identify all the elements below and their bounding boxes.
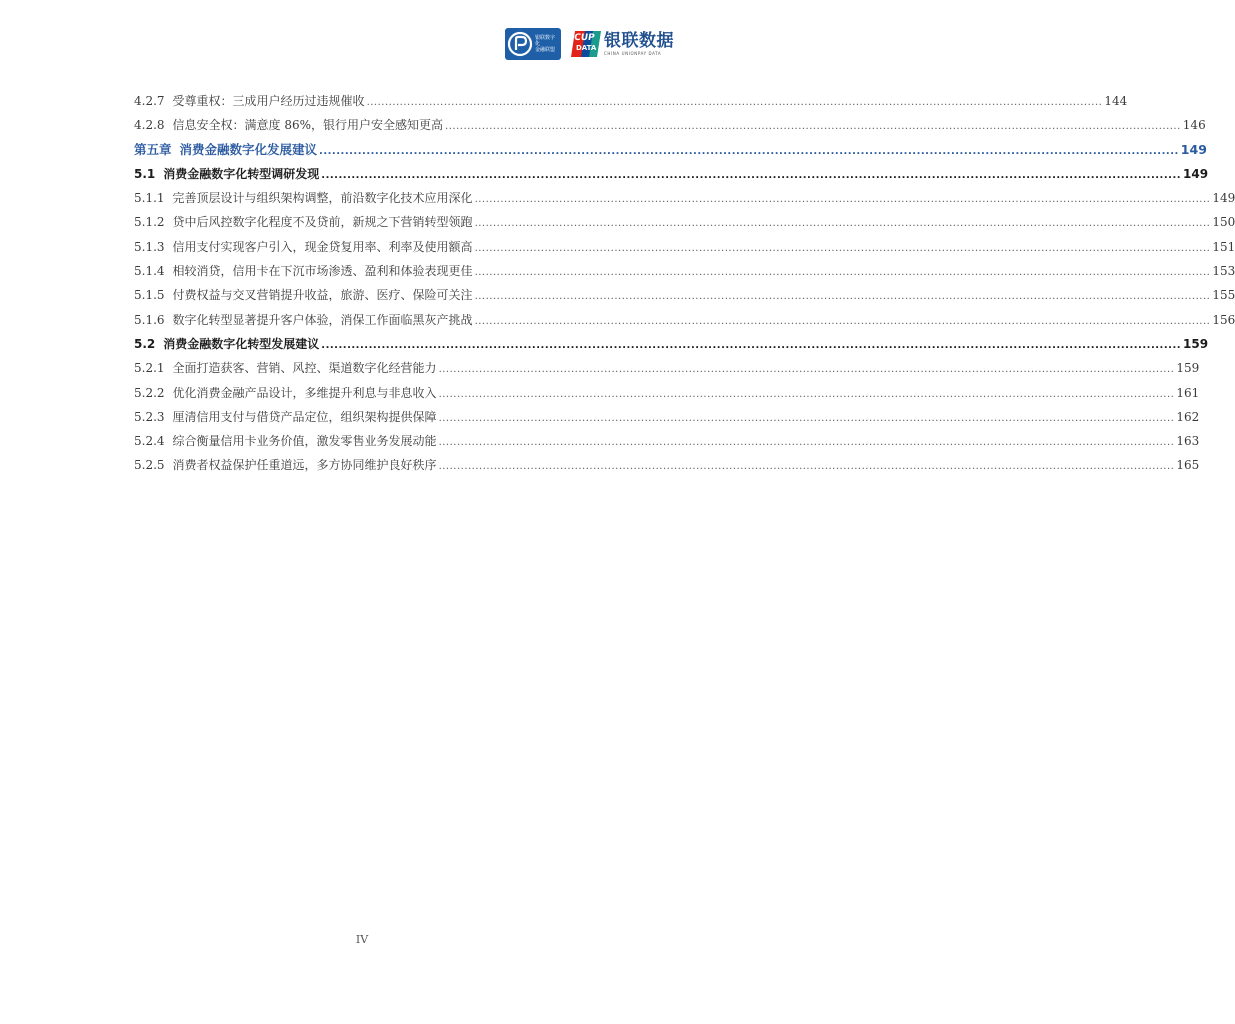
cup-label: CUP	[573, 33, 596, 43]
toc-entry-page: 159	[1183, 336, 1209, 351]
toc-entry[interactable]	[134, 239, 1235, 264]
toc-entry-number: 5.2	[134, 336, 156, 351]
toc-entry[interactable]	[134, 191, 1235, 215]
toc-entry-title: 受尊重权：三成用户经历过违规催收	[172, 94, 365, 108]
toc-entry-number: 5.1.5	[134, 288, 165, 303]
toc-entry[interactable]	[134, 312, 1235, 337]
toc-entry[interactable]	[134, 385, 1200, 410]
toc-leader-dots: ........................................................................................................................................................................................................	[445, 121, 1181, 133]
toc-leader-dots: ........................................................................................................................................................................................................	[321, 169, 1182, 181]
toc-entry-page: 144	[1104, 94, 1128, 108]
toc-entry[interactable]	[134, 94, 1128, 118]
toc-entry-page: 146	[1182, 118, 1206, 133]
toc-leader-dots: ........................................................................................................................................................................................................	[321, 339, 1182, 351]
alliance-logo-text: 银联数字化 金融联盟	[535, 35, 556, 53]
table-of-contents	[134, 94, 1235, 483]
toc-entry[interactable]	[134, 336, 1209, 361]
toc-entry-title: 全面打造获客、营销、风控、渠道数字化经营能力	[172, 361, 437, 376]
toc-entry-page: 150	[1212, 215, 1235, 230]
toc-entry-page: 156	[1212, 312, 1235, 327]
toc-entry-title: 数字化转型显著提升客户体验，消保工作面临黑灰产挑战	[172, 312, 473, 327]
toc-entry-page: 161	[1176, 385, 1200, 400]
toc-entry-title: 优化消费金融产品设计，多维提升利息与非息收入	[172, 385, 437, 400]
unionpay-data-logo	[571, 29, 674, 59]
toc-entry-number: 5.1	[134, 166, 156, 181]
toc-entry-title: 消费金融数字化发展建议	[179, 141, 318, 157]
toc-entry-page: 149	[1183, 166, 1209, 181]
toc-leader-dots: ........................................................................................................................................................................................................	[438, 437, 1175, 449]
toc-entry-page: 165	[1176, 458, 1200, 473]
toc-leader-dots: ........................................................................................................................................................................................................	[319, 145, 1179, 157]
page-number: IV	[355, 933, 369, 946]
toc-entry-number: 4.2.7	[134, 94, 165, 108]
toc-entry-title: 厘清信用支付与借贷产品定位，组织架构提供保障	[172, 409, 437, 424]
alliance-logo-mark-icon	[507, 31, 533, 57]
toc-entry[interactable]	[134, 141, 1207, 167]
toc-entry[interactable]	[134, 118, 1206, 142]
toc-leader-dots: ........................................................................................................................................................................................................	[438, 412, 1175, 424]
toc-entry-page: 149	[1212, 191, 1235, 206]
toc-entry-number: 5.2.3	[134, 409, 165, 424]
toc-entry-title: 付费权益与交叉营销提升收益，旅游、医疗、保险可关注	[172, 288, 473, 303]
toc-leader-dots: ........................................................................................................................................................................................................	[474, 315, 1211, 327]
toc-entry-page: 151	[1212, 239, 1235, 254]
toc-entry-page: 162	[1176, 409, 1200, 424]
toc-entry-page: 149	[1180, 141, 1207, 157]
toc-leader-dots: ........................................................................................................................................................................................................	[438, 364, 1175, 376]
alliance-logo	[505, 28, 561, 60]
toc-entry[interactable]	[134, 458, 1200, 482]
toc-entry-title: 完善顶层设计与组织架构调整，前沿数字化技术应用深化	[172, 191, 473, 206]
toc-entry-title: 消费金融数字化转型调研发现	[163, 166, 320, 181]
toc-entry[interactable]	[134, 434, 1200, 458]
toc-entry-number: 5.2.1	[134, 361, 165, 376]
cup-data-badge-icon	[571, 29, 601, 59]
toc-leader-dots: ........................................................................................................................................................................................................	[438, 461, 1175, 473]
toc-leader-dots: ........................................................................................................................................................................................................	[438, 388, 1175, 400]
toc-entry-number: 5.2.2	[134, 385, 165, 400]
toc-entry-title: 信息安全权：满意度 86%，银行用户安全感知更高	[172, 118, 444, 133]
toc-entry-title: 消费者权益保护任重道远，多方协同维护良好秩序	[172, 458, 437, 473]
data-label: DATA	[576, 44, 597, 52]
brand-name	[604, 32, 674, 56]
toc-entry[interactable]	[134, 288, 1235, 312]
toc-entry-number: 5.2.5	[134, 458, 165, 473]
header-logos	[505, 28, 674, 60]
toc-entry[interactable]	[134, 361, 1200, 385]
toc-entry-page: 153	[1212, 264, 1235, 279]
toc-entry-number: 5.1.6	[134, 312, 165, 327]
toc-entry-number: 5.1.1	[134, 191, 165, 206]
toc-entry-number: 第五章	[134, 141, 172, 157]
toc-leader-dots: ........................................................................................................................................................................................................	[366, 97, 1103, 108]
toc-entry-title: 信用支付实现客户引入，现金贷复用率、利率及使用额高	[172, 239, 473, 254]
toc-entry-title: 相较消贷，信用卡在下沉市场渗透、盈利和体验表现更佳	[172, 264, 473, 279]
toc-entry-title: 消费金融数字化转型发展建议	[163, 336, 320, 351]
toc-entry-number: 5.1.3	[134, 239, 165, 254]
toc-entry[interactable]	[134, 409, 1200, 434]
toc-entry[interactable]	[134, 215, 1235, 239]
toc-entry[interactable]	[134, 166, 1209, 191]
toc-entry-title: 贷中后风控数字化程度不及贷前，新规之下营销转型领跑	[172, 215, 473, 230]
toc-leader-dots: ........................................................................................................................................................................................................	[474, 291, 1211, 303]
toc-entry-number: 5.2.4	[134, 434, 165, 449]
toc-entry-title: 综合衡量信用卡业务价值，激发零售业务发展动能	[172, 434, 437, 449]
brand-name-cn: 银联数据	[604, 31, 674, 51]
toc-entry-number: 4.2.8	[134, 118, 165, 133]
brand-name-en: CHINA UNIONPAY DATA	[604, 51, 662, 56]
toc-entry-number: 5.1.4	[134, 264, 165, 279]
toc-entry-page: 159	[1176, 361, 1200, 376]
toc-leader-dots: ........................................................................................................................................................................................................	[474, 267, 1211, 279]
toc-entry-number: 5.1.2	[134, 215, 165, 230]
toc-entry[interactable]	[134, 264, 1235, 288]
toc-leader-dots: ........................................................................................................................................................................................................	[474, 242, 1211, 254]
toc-entry-page: 163	[1176, 434, 1200, 449]
toc-entry-page: 155	[1212, 288, 1235, 303]
toc-leader-dots: ........................................................................................................................................................................................................	[474, 218, 1211, 230]
toc-leader-dots: ........................................................................................................................................................................................................	[474, 194, 1211, 206]
